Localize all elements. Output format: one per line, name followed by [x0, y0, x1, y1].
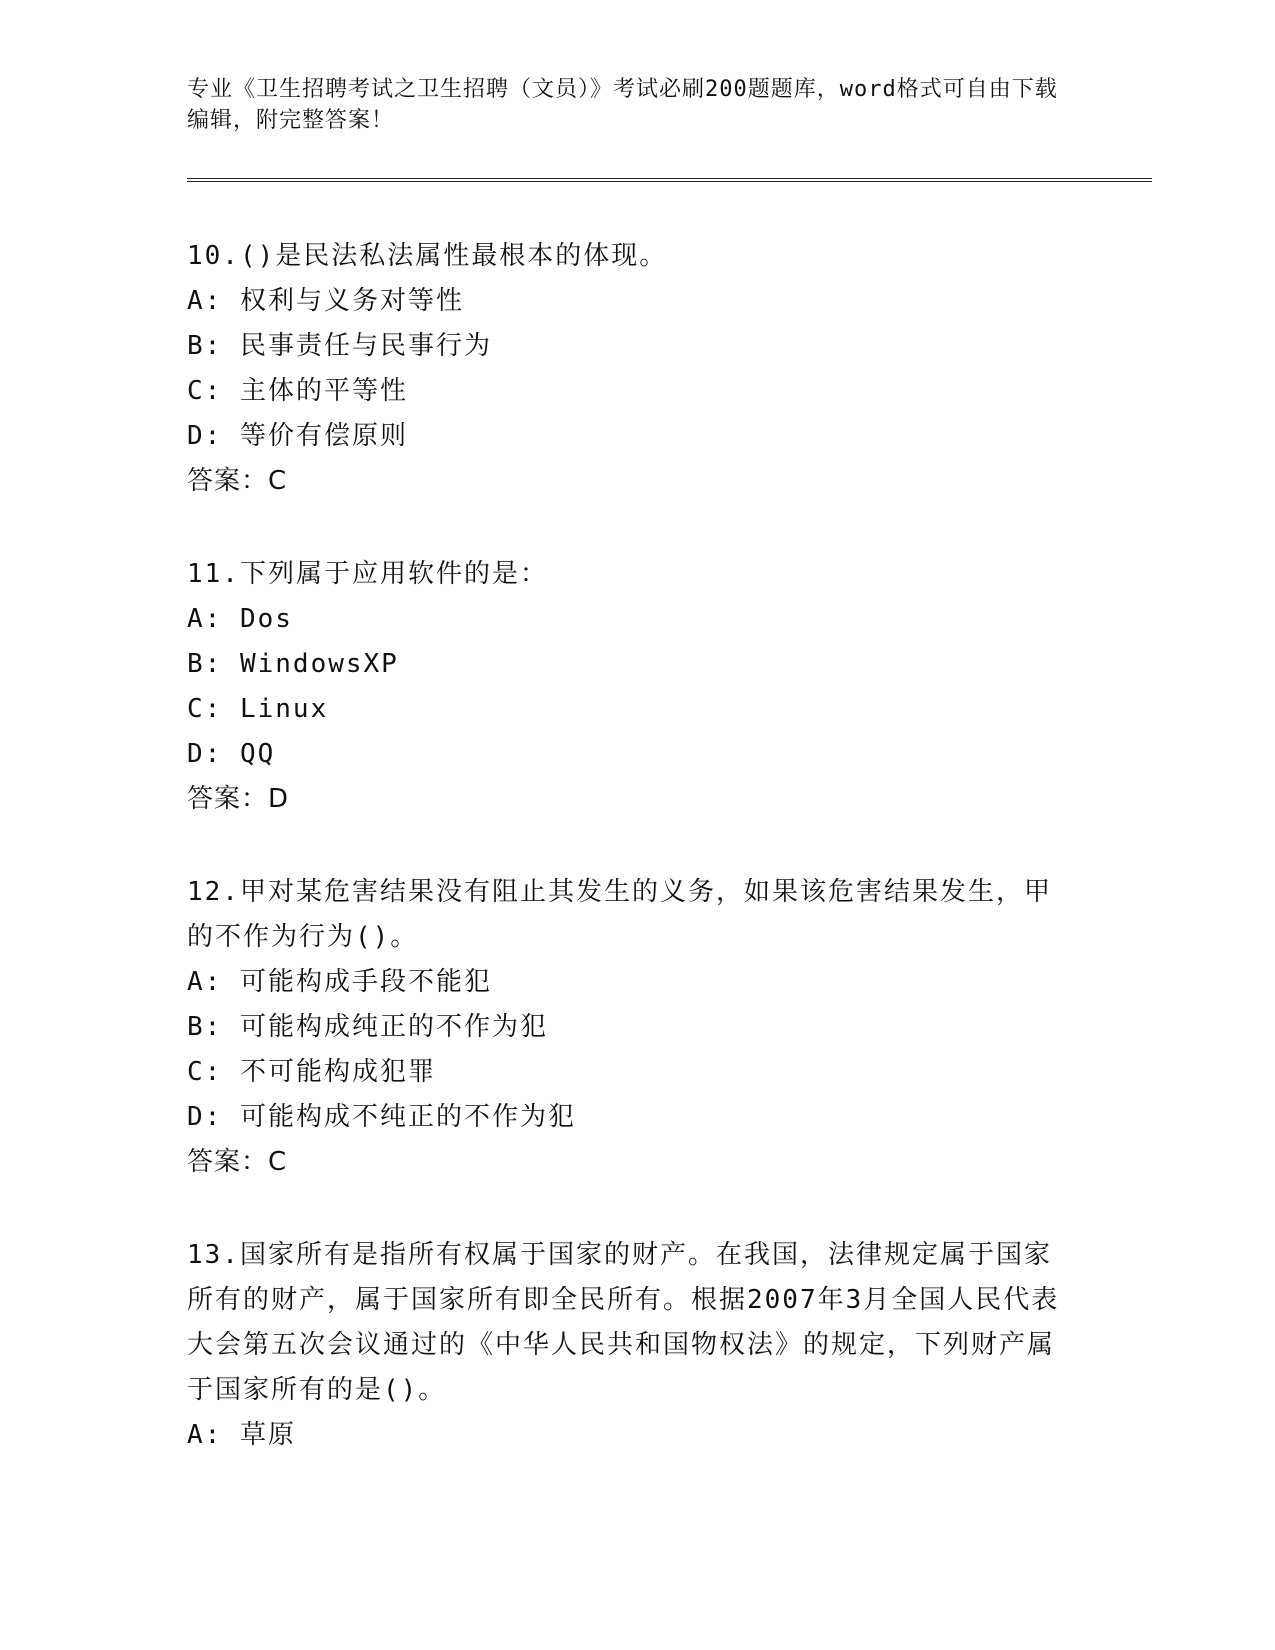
question-stem: 10.()是民法私法属性最根本的体现。 — [187, 241, 668, 271]
document-header — [187, 74, 1067, 136]
option-b: B: WindowsXP — [187, 649, 399, 679]
option-c: C: 不可能构成犯罪 — [187, 1057, 436, 1087]
header-divider-top — [187, 178, 1152, 179]
question-11 — [187, 552, 1067, 822]
option-d: D: 等价有偿原则 — [187, 421, 408, 451]
question-13 — [187, 1233, 1067, 1458]
question-10 — [187, 234, 1067, 504]
question-stem: 13.国家所有是指所有权属于国家的财产。在我国，法律规定属于国家所有的财产，属于国家所有即全民所有。根据2007年3月全国人民代表大会第五次会议通过的《中华人民共和国物权法》的规定，下列财产属于国家所有的是()。 — [187, 1240, 1060, 1405]
header-text: 专业《卫生招聘考试之卫生招聘（文员）》考试必刷200题题库，word格式可自由下载编辑，附完整答案！ — [187, 77, 1058, 133]
answer-line: 答案：C — [187, 466, 288, 496]
question-12 — [187, 870, 1067, 1185]
option-d: D: QQ — [187, 739, 276, 769]
option-a: A: 可能构成手段不能犯 — [187, 967, 492, 997]
option-a: A: 草原 — [187, 1420, 296, 1450]
option-a: A: 权利与义务对等性 — [187, 286, 464, 316]
answer-line: 答案：C — [187, 1147, 288, 1177]
question-stem: 12.甲对某危害结果没有阻止其发生的义务，如果该危害结果发生，甲的不作为行为()。 — [187, 877, 1052, 952]
option-c: C: Linux — [187, 694, 329, 724]
option-d: D: 可能构成不纯正的不作为犯 — [187, 1102, 576, 1132]
header-divider-bottom — [187, 181, 1152, 182]
option-a: A: Dos — [187, 604, 293, 634]
answer-line: 答案：D — [187, 784, 290, 814]
option-b: B: 可能构成纯正的不作为犯 — [187, 1012, 548, 1042]
option-c: C: 主体的平等性 — [187, 376, 408, 406]
option-b: B: 民事责任与民事行为 — [187, 331, 492, 361]
question-stem: 11.下列属于应用软件的是： — [187, 559, 548, 589]
